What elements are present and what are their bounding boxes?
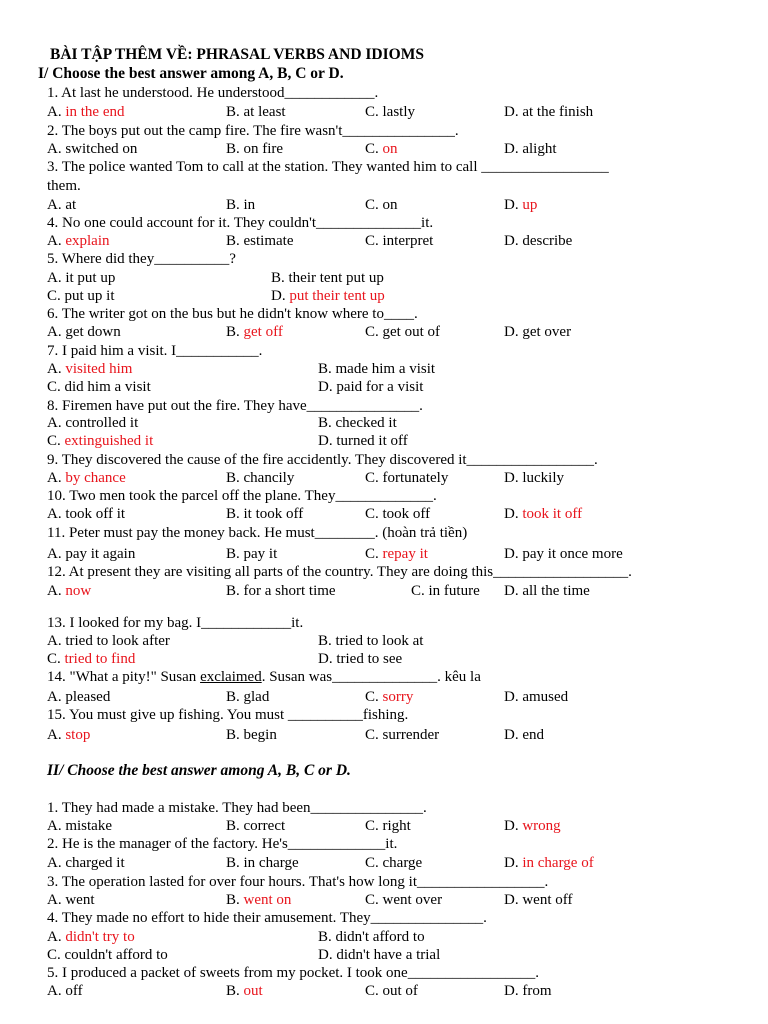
option-letter: A. xyxy=(47,689,66,705)
option-text: on fire xyxy=(243,141,284,157)
option-letter: C. xyxy=(365,892,383,908)
answer-option-c[interactable] xyxy=(365,982,418,1000)
answer-option-d[interactable] xyxy=(504,103,593,121)
option-text: turned it off xyxy=(336,433,408,449)
answer-option-a[interactable] xyxy=(47,817,112,835)
answer-option-a[interactable] xyxy=(47,726,90,744)
page-title: BÀI TẬP THÊM VỀ: PHRASAL VERBS AND IDIOMS xyxy=(50,46,424,63)
option-letter: B. xyxy=(318,415,336,431)
option-letter: A. xyxy=(47,270,66,286)
answer-option-c[interactable] xyxy=(365,817,411,835)
answer-option-a[interactable] xyxy=(47,469,126,487)
option-letter: D. xyxy=(504,892,523,908)
answer-option-b[interactable] xyxy=(226,817,285,835)
option-letter: B. xyxy=(226,546,244,562)
option-text: get out of xyxy=(382,324,441,340)
answer-option-a[interactable] xyxy=(47,854,125,872)
answer-option-d[interactable] xyxy=(271,287,385,305)
underlined-word: exclaimed xyxy=(200,669,262,685)
answer-option-b[interactable] xyxy=(226,232,294,250)
option-letter: D. xyxy=(504,689,523,705)
option-letter: B. xyxy=(226,689,244,705)
option-letter: D. xyxy=(504,546,523,562)
option-text: it put up xyxy=(65,270,116,286)
answer-option-b[interactable] xyxy=(318,928,425,946)
answer-option-d[interactable] xyxy=(504,505,582,523)
answer-option-c[interactable] xyxy=(365,196,398,214)
option-text: charged it xyxy=(65,855,125,871)
option-text: pleased xyxy=(65,689,111,705)
question-text: 9. They discovered the cause of the fire accidently. They discovered it_________________. xyxy=(47,452,598,468)
option-letter: B. xyxy=(226,855,244,871)
option-letter: C. xyxy=(365,689,383,705)
option-text: tried to see xyxy=(336,651,403,667)
option-letter: D. xyxy=(504,727,523,743)
correct-answer-text: took it off xyxy=(522,506,583,522)
option-text: surrender xyxy=(382,727,440,743)
question-text: 1. At last he understood. He understood____________. xyxy=(47,85,379,101)
option-letter: D. xyxy=(504,197,523,213)
answer-option-a[interactable] xyxy=(47,582,91,600)
question-text: 2. The boys put out the camp fire. The fire wasn't_______________. xyxy=(47,123,459,139)
answer-option-a[interactable] xyxy=(47,505,125,523)
question-text: 3. The operation lasted for over four hours. That's how long it_________________. xyxy=(47,874,549,890)
answer-option-c[interactable] xyxy=(365,545,428,563)
answer-option-b[interactable] xyxy=(226,891,291,909)
option-text: all the time xyxy=(522,583,590,599)
option-text: took off it xyxy=(65,506,126,522)
option-letter: A. xyxy=(47,197,66,213)
option-letter: C. xyxy=(365,197,383,213)
option-text: went xyxy=(65,892,95,908)
answer-option-d[interactable] xyxy=(504,982,552,1000)
option-letter: C. xyxy=(47,651,65,667)
question-text: 10. Two men took the parcel off the plane. They_____________. xyxy=(47,488,437,504)
option-text: made him a visit xyxy=(335,361,436,377)
option-letter: C. xyxy=(365,233,383,249)
question-text-part: . Susan was______________. kêu la xyxy=(261,669,481,685)
option-letter: B. xyxy=(271,270,289,286)
answer-option-d[interactable] xyxy=(318,378,423,396)
answer-option-b[interactable] xyxy=(226,140,283,158)
option-text: took off xyxy=(382,506,431,522)
option-letter: A. xyxy=(47,415,66,431)
question-text: 2. He is the manager of the factory. He's_____________it. xyxy=(47,836,398,852)
option-letter: D. xyxy=(504,470,523,486)
option-text: get over xyxy=(522,324,572,340)
option-letter: A. xyxy=(47,546,66,562)
option-text: out of xyxy=(382,983,418,999)
option-text: checked it xyxy=(335,415,397,431)
option-text: right xyxy=(382,818,411,834)
answer-option-c[interactable] xyxy=(47,432,153,450)
question-text: 15. You must give up fishing. You must __________fishing. xyxy=(47,707,409,723)
option-letter: A. xyxy=(47,818,66,834)
option-text: luckily xyxy=(522,470,565,486)
option-letter: C. xyxy=(47,433,65,449)
option-letter: B. xyxy=(226,324,244,340)
answer-option-b[interactable] xyxy=(226,545,277,563)
option-text: alight xyxy=(522,141,557,157)
option-letter: A. xyxy=(47,633,66,649)
option-letter: C. xyxy=(365,983,383,999)
answer-option-c[interactable] xyxy=(47,378,151,396)
question-text-continuation: them. xyxy=(47,178,81,194)
answer-option-d[interactable] xyxy=(504,891,572,909)
option-letter: A. xyxy=(47,929,66,945)
answer-option-c[interactable] xyxy=(365,891,442,909)
answer-option-d[interactable] xyxy=(504,854,594,872)
option-text: pay it xyxy=(243,546,278,562)
correct-answer-text: extinguished it xyxy=(64,433,154,449)
option-text: paid for a visit xyxy=(336,379,424,395)
option-text: lastly xyxy=(382,104,416,120)
option-text: pay it again xyxy=(65,546,136,562)
answer-option-b[interactable] xyxy=(226,196,255,214)
correct-answer-text: repay it xyxy=(382,546,428,562)
correct-answer-text: in charge of xyxy=(522,855,594,871)
option-letter: D. xyxy=(318,433,337,449)
option-letter: C. xyxy=(365,855,383,871)
option-text: from xyxy=(522,983,552,999)
option-letter: A. xyxy=(47,470,66,486)
answer-option-d[interactable] xyxy=(504,726,544,744)
answer-option-a[interactable] xyxy=(47,140,137,158)
correct-answer-text: in the end xyxy=(65,104,125,120)
answer-option-b[interactable] xyxy=(318,360,435,378)
answer-option-a[interactable] xyxy=(47,269,115,287)
answer-option-b[interactable] xyxy=(226,323,283,341)
question-text: 3. The police wanted Tom to call at the station. They wanted him to call _________________ xyxy=(47,159,609,175)
option-letter: C. xyxy=(47,947,65,963)
question-text: 1. They had made a mistake. They had been_______________. xyxy=(47,800,427,816)
answer-option-b[interactable] xyxy=(226,582,336,600)
option-letter: D. xyxy=(271,288,290,304)
option-letter: A. xyxy=(47,727,66,743)
option-letter: D. xyxy=(504,324,523,340)
option-text: did him a visit xyxy=(64,379,151,395)
answer-option-d[interactable] xyxy=(504,196,537,214)
question-text: 4. They made no effort to hide their amusement. They_______________. xyxy=(47,910,487,926)
answer-option-c[interactable] xyxy=(47,287,115,305)
option-letter: A. xyxy=(47,361,66,377)
correct-answer-text: wrong xyxy=(522,818,561,834)
question-text: 8. Firemen have put out the fire. They have_______________. xyxy=(47,398,423,414)
question-text: 4. No one could account for it. They couldn't______________it. xyxy=(47,215,434,231)
option-text: couldn't afford to xyxy=(64,947,168,963)
answer-option-a[interactable] xyxy=(47,928,135,946)
option-text: chancily xyxy=(243,470,295,486)
option-letter: B. xyxy=(226,141,244,157)
option-text: fortunately xyxy=(382,470,449,486)
correct-answer-text: now xyxy=(65,583,92,599)
answer-option-d[interactable] xyxy=(504,232,572,250)
option-text: pay it once more xyxy=(522,546,623,562)
option-letter: B. xyxy=(226,818,244,834)
option-letter: A. xyxy=(47,983,66,999)
answer-option-a[interactable] xyxy=(47,414,138,432)
option-text: mistake xyxy=(65,818,112,834)
question-text: 5. Where did they__________? xyxy=(47,251,236,267)
option-text: describe xyxy=(522,233,573,249)
answer-option-d[interactable] xyxy=(504,140,557,158)
section-2-heading: II/ Choose the best answer among A, B, C or D. xyxy=(47,762,351,779)
option-letter: C. xyxy=(365,727,383,743)
answer-option-a[interactable] xyxy=(47,891,95,909)
option-letter: B. xyxy=(318,929,336,945)
answer-option-a[interactable] xyxy=(47,323,121,341)
option-letter: B. xyxy=(226,470,244,486)
option-letter: C. xyxy=(365,141,383,157)
answer-option-c[interactable] xyxy=(365,140,398,158)
answer-option-a[interactable] xyxy=(47,196,76,214)
option-letter: B. xyxy=(226,583,244,599)
correct-answer-text: tried to find xyxy=(64,651,136,667)
answer-option-c[interactable] xyxy=(411,582,480,600)
question-text: 11. Peter must pay the money back. He must________. (hoàn trả tiền) xyxy=(47,525,468,541)
answer-option-b[interactable] xyxy=(226,505,303,523)
option-text: tried to look at xyxy=(335,633,424,649)
answer-option-a[interactable] xyxy=(47,232,110,250)
option-text: it took off xyxy=(243,506,304,522)
option-text: begin xyxy=(243,727,277,743)
option-text: put up it xyxy=(64,288,115,304)
option-text: end xyxy=(522,727,545,743)
correct-answer-text: went on xyxy=(243,892,292,908)
option-letter: D. xyxy=(504,983,523,999)
answer-option-d[interactable] xyxy=(504,469,564,487)
option-text: went over xyxy=(382,892,443,908)
answer-option-b[interactable] xyxy=(271,269,384,287)
option-letter: A. xyxy=(47,855,66,871)
answer-option-a[interactable] xyxy=(47,688,110,706)
answer-option-d[interactable] xyxy=(504,688,568,706)
option-letter: D. xyxy=(504,818,523,834)
option-text: off xyxy=(65,983,83,999)
correct-answer-text: sorry xyxy=(382,689,414,705)
question-text-part: 14. "What a pity!" Susan xyxy=(47,669,201,685)
option-text: went off xyxy=(522,892,573,908)
answer-option-b[interactable] xyxy=(226,103,286,121)
option-letter: B. xyxy=(226,506,244,522)
correct-answer-text: explain xyxy=(65,233,110,249)
option-letter: C. xyxy=(47,379,65,395)
option-text: amused xyxy=(522,689,569,705)
correct-answer-text: out xyxy=(243,983,263,999)
correct-answer-text: get off xyxy=(243,324,283,340)
answer-option-b[interactable] xyxy=(318,414,397,432)
answer-option-d[interactable] xyxy=(504,545,623,563)
answer-option-b[interactable] xyxy=(226,854,299,872)
answer-option-a[interactable] xyxy=(47,982,83,1000)
option-letter: B. xyxy=(318,361,336,377)
option-letter: D. xyxy=(318,947,337,963)
option-letter: A. xyxy=(47,141,66,157)
option-text: interpret xyxy=(382,233,434,249)
section-1-heading: I/ Choose the best answer among A, B, C or D. xyxy=(38,65,344,82)
option-text: switched on xyxy=(65,141,138,157)
option-text: charge xyxy=(382,855,423,871)
correct-answer-text: stop xyxy=(65,727,91,743)
question-text: 6. The writer got on the bus but he didn't know where to____. xyxy=(47,306,418,322)
option-text: tried to look after xyxy=(65,633,170,649)
answer-option-c[interactable] xyxy=(47,650,135,668)
question-text: 13. I looked for my bag. I____________it. xyxy=(47,615,304,631)
option-letter: B. xyxy=(226,727,244,743)
option-letter: D. xyxy=(504,141,523,157)
correct-answer-text: put their tent up xyxy=(289,288,385,304)
answer-option-c[interactable] xyxy=(47,946,168,964)
correct-answer-text: didn't try to xyxy=(65,929,135,945)
answer-option-c[interactable] xyxy=(365,469,448,487)
option-letter: A. xyxy=(47,233,66,249)
answer-option-c[interactable] xyxy=(365,323,440,341)
answer-option-b[interactable] xyxy=(226,469,294,487)
answer-option-c[interactable] xyxy=(365,726,439,744)
option-text: didn't have a trial xyxy=(336,947,441,963)
option-text: at least xyxy=(243,104,286,120)
answer-option-d[interactable] xyxy=(504,323,571,341)
option-text: glad xyxy=(243,689,270,705)
option-letter: D. xyxy=(504,583,523,599)
option-letter: A. xyxy=(47,104,66,120)
option-text: at xyxy=(65,197,77,213)
option-text: on xyxy=(382,197,398,213)
question-text: 12. At present they are visiting all parts of the country. They are doing this__________________. xyxy=(47,564,632,580)
option-letter: C. xyxy=(365,470,383,486)
answer-option-a[interactable] xyxy=(47,360,132,378)
option-letter: C. xyxy=(365,506,383,522)
option-letter: D. xyxy=(318,651,337,667)
option-letter: B. xyxy=(226,233,244,249)
answer-option-b[interactable] xyxy=(226,982,263,1000)
option-text: correct xyxy=(243,818,286,834)
correct-answer-text: on xyxy=(382,141,398,157)
option-text: for a short time xyxy=(243,583,336,599)
answer-option-c[interactable] xyxy=(365,688,413,706)
option-letter: B. xyxy=(226,892,244,908)
option-letter: D. xyxy=(504,104,523,120)
option-letter: D. xyxy=(504,233,523,249)
answer-option-a[interactable] xyxy=(47,103,125,121)
correct-answer-text: by chance xyxy=(65,470,126,486)
option-letter: C. xyxy=(365,546,383,562)
question-text xyxy=(47,668,719,686)
answer-option-b[interactable] xyxy=(318,632,423,650)
option-letter: C. xyxy=(47,288,65,304)
answer-option-c[interactable] xyxy=(365,103,415,121)
answer-option-d[interactable] xyxy=(318,432,408,450)
option-text: estimate xyxy=(243,233,294,249)
question-text: 7. I paid him a visit. I___________. xyxy=(47,343,263,359)
answer-option-c[interactable] xyxy=(365,505,430,523)
option-letter: B. xyxy=(226,197,244,213)
option-letter: A. xyxy=(47,892,66,908)
correct-answer-text: up xyxy=(522,197,538,213)
option-text: in charge xyxy=(243,855,299,871)
answer-option-d[interactable] xyxy=(504,582,590,600)
option-letter: D. xyxy=(318,379,337,395)
option-letter: C. xyxy=(365,104,383,120)
answer-option-a[interactable] xyxy=(47,545,135,563)
option-letter: A. xyxy=(47,583,66,599)
option-letter: B. xyxy=(226,104,244,120)
option-letter: D. xyxy=(504,855,523,871)
option-text: get down xyxy=(65,324,121,340)
answer-option-b[interactable] xyxy=(226,726,277,744)
option-text: in future xyxy=(428,583,480,599)
option-letter: B. xyxy=(318,633,336,649)
option-letter: B. xyxy=(226,983,244,999)
option-letter: C. xyxy=(365,324,383,340)
answer-option-d[interactable] xyxy=(318,946,440,964)
answer-option-a[interactable] xyxy=(47,632,170,650)
option-text: controlled it xyxy=(65,415,139,431)
option-text: in xyxy=(243,197,256,213)
option-letter: A. xyxy=(47,324,66,340)
answer-option-c[interactable] xyxy=(365,854,422,872)
option-text: their tent put up xyxy=(288,270,384,286)
answer-option-d[interactable] xyxy=(504,817,561,835)
option-letter: C. xyxy=(365,818,383,834)
option-letter: A. xyxy=(47,506,66,522)
answer-option-d[interactable] xyxy=(318,650,402,668)
option-text: didn't afford to xyxy=(335,929,425,945)
question-text: 5. I produced a packet of sweets from my pocket. I took one_________________. xyxy=(47,965,539,981)
option-letter: D. xyxy=(504,506,523,522)
option-text: at the finish xyxy=(522,104,594,120)
correct-answer-text: visited him xyxy=(65,361,133,377)
option-letter: C. xyxy=(411,583,429,599)
answer-option-c[interactable] xyxy=(365,232,433,250)
answer-option-b[interactable] xyxy=(226,688,269,706)
